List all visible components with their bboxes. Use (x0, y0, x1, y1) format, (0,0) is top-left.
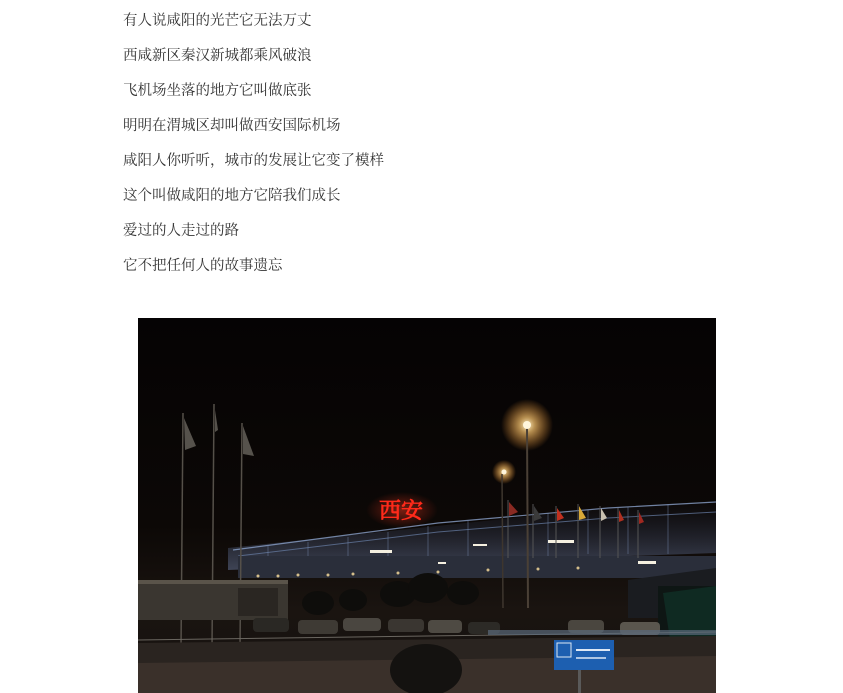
airport-sign: 西安 (379, 498, 424, 524)
trees (302, 573, 479, 615)
poem-line: 咸阳人你听听，城市的发展让它变了模样 (123, 153, 384, 169)
poem-line: 爱过的人走过的路 (123, 223, 239, 239)
poem-line: 西咸新区秦汉新城都乘风破浪 (123, 48, 312, 64)
poem-line: 它不把任何人的故事遗忘 (123, 258, 283, 274)
poem-line: 飞机场坐落的地方它叫做底张 (123, 83, 312, 99)
poem-text (123, 10, 384, 290)
poem-line: 有人说咸阳的光芒它无法万丈 (123, 13, 312, 29)
poem-line: 明明在渭城区却叫做西安国际机场 (123, 118, 341, 134)
airport-night-photo (138, 318, 716, 693)
street-lamp-pole (502, 474, 503, 608)
airport-night-scene (138, 318, 716, 693)
street-lamp-pole (527, 428, 528, 608)
terminal-facade (238, 556, 716, 578)
poem-line: 这个叫做咸阳的地方它陪我们成长 (123, 188, 341, 204)
